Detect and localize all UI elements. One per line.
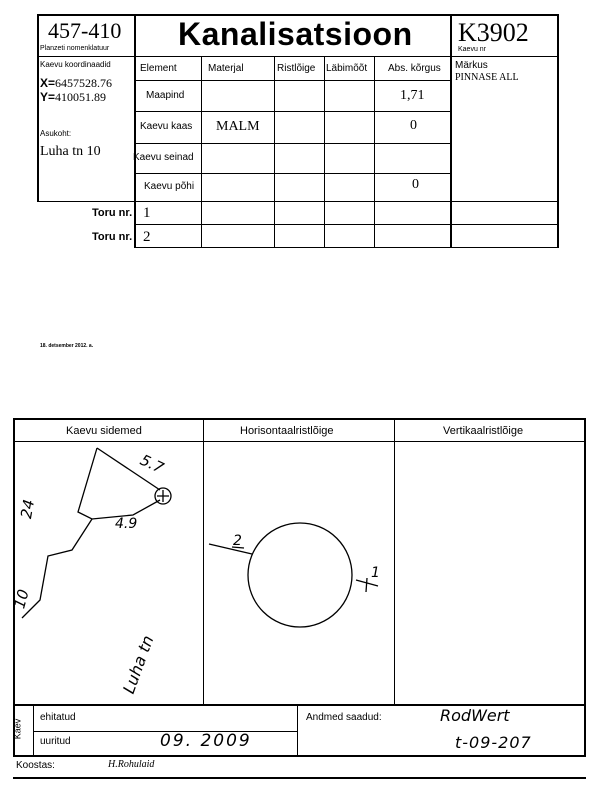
date-note: 18. detsember 2012. a.: [40, 343, 94, 349]
coord-x-label: X=: [40, 76, 56, 90]
row-abs-cover: 0: [410, 118, 417, 133]
coords-caption: Kaevu koordinaadid: [40, 60, 111, 69]
header-horizontal-section: Horisontaalristlõige: [240, 425, 334, 437]
remarks-header: Märkus: [455, 60, 488, 71]
header-ties: Kaevu sidemed: [66, 425, 142, 437]
col-header-cross-section: Ristlõige: [277, 63, 316, 74]
page-title: Kanalisatsioon: [178, 16, 413, 52]
row-abs-ground: 1,71: [400, 88, 425, 103]
received-signature: RodWert: [440, 706, 510, 725]
received-label: Andmed saadud:: [306, 712, 382, 723]
coord-y-label: Y=: [40, 90, 56, 104]
col-header-diameter: Läbimõõt: [326, 63, 368, 74]
row-element-ground: Maapind: [146, 90, 185, 101]
pipe-2-sketch-label: 2: [233, 533, 242, 549]
col-header-material: Materjal: [208, 63, 244, 74]
compiler-value: H.Rohulaid: [108, 759, 155, 770]
row-element-walls: Kaevu seinad: [133, 152, 194, 163]
location-caption: Asukoht:: [40, 129, 72, 138]
header-vertical-section: Vertikaalristlõige: [443, 425, 524, 437]
pipe-1-value: 1: [143, 205, 151, 221]
tie-label-5-7: 5.7: [137, 450, 167, 478]
pipe-1-label: Toru nr.: [92, 207, 133, 219]
built-label: ehitatud: [40, 712, 76, 723]
surveyed-value: 09. 2009: [160, 731, 252, 751]
row-element-bottom: Kaevu põhi: [144, 181, 195, 192]
well-id: K3902: [458, 18, 529, 47]
sheet-number: 457-410: [48, 18, 122, 43]
row-abs-bottom: 0: [412, 177, 419, 192]
pipe-1-sketch-label: 1: [371, 565, 380, 581]
tie-label-4-9: 4.9: [115, 516, 138, 532]
well-id-caption: Kaevu nr: [458, 46, 487, 53]
surveyed-label: uuritud: [40, 736, 71, 747]
coord-x-value: 6457528.76: [55, 76, 113, 90]
tie-label-24: 24: [17, 498, 39, 520]
row-element-cover: Kaevu kaas: [140, 121, 193, 132]
tie-label-10: 10: [10, 587, 33, 611]
remarks-value: PINNASE ALL: [455, 72, 519, 83]
pipe-2-label: Toru nr.: [92, 231, 133, 243]
sheet-caption: Planzeti nomenklatuur: [40, 45, 110, 52]
received-date: t-09-207: [455, 733, 532, 752]
street-label: Luha tn: [118, 632, 158, 697]
compiler-label: Koostas:: [16, 760, 55, 771]
coord-y-value: 410051.89: [55, 90, 107, 104]
col-header-abs-height: Abs. kõrgus: [388, 63, 441, 74]
location-value: Luha tn 10: [40, 144, 101, 159]
col-header-element: Element: [140, 63, 177, 74]
pipe-2-value: 2: [143, 229, 151, 245]
row-material-cover: MALM: [216, 119, 260, 134]
kaev-label: Kaev: [12, 718, 23, 740]
